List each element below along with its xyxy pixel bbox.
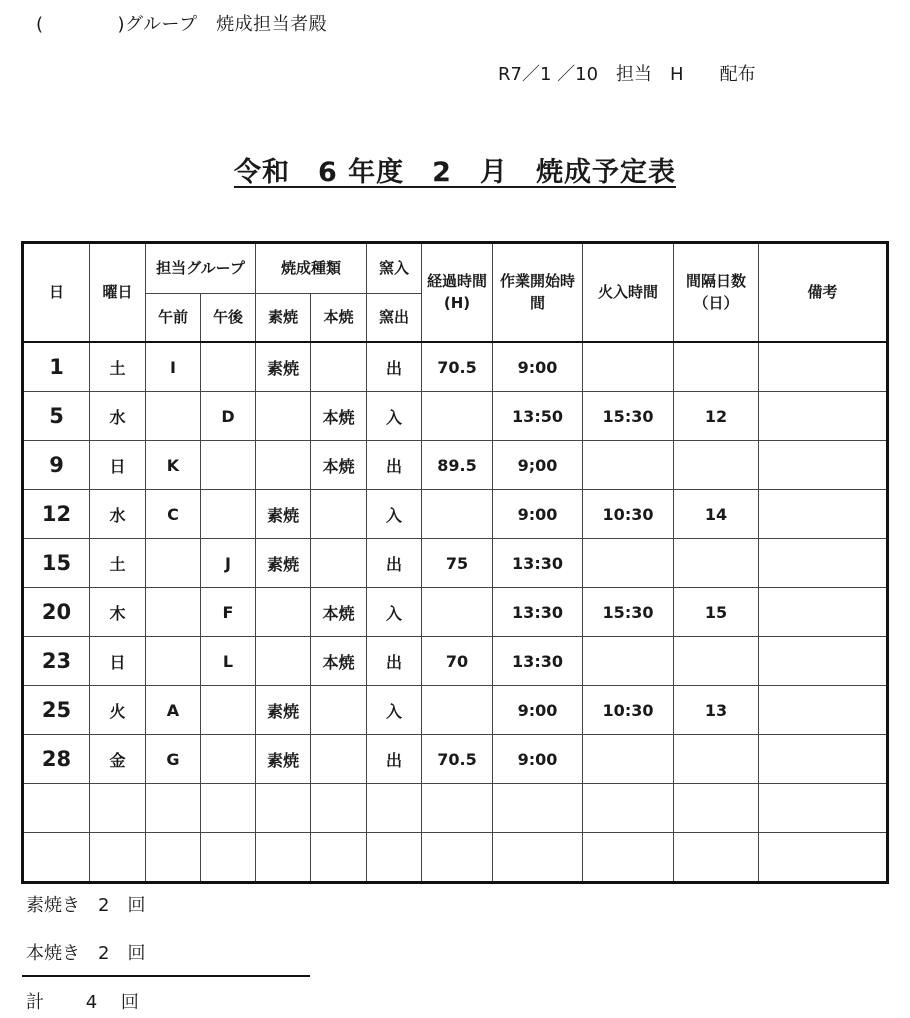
- cell-kiln: 入: [367, 588, 422, 637]
- header-interval: 間隔日数（日）: [674, 243, 759, 343]
- cell-kiln: 出: [367, 441, 422, 490]
- cell-glaze: [311, 784, 367, 833]
- cell-ignition: 15:30: [583, 392, 674, 441]
- cell-kiln: 出: [367, 637, 422, 686]
- cell-work-start: 9:00: [493, 490, 583, 539]
- cell-interval: 15: [674, 588, 759, 637]
- cell-group-am: G: [146, 735, 201, 784]
- cell-interval: [674, 637, 759, 686]
- cell-weekday: 土: [90, 342, 146, 392]
- cell-day: 23: [23, 637, 90, 686]
- cell-weekday: 日: [90, 637, 146, 686]
- cell-weekday: 日: [90, 441, 146, 490]
- cell-notes: [759, 539, 888, 588]
- header-weekday: 曜日: [90, 243, 146, 343]
- header-kiln-out: 窯出: [367, 294, 422, 343]
- cell-elapsed: [422, 833, 493, 883]
- cell-bisque: [256, 441, 311, 490]
- cell-group-pm: [201, 833, 256, 883]
- cell-weekday: 土: [90, 539, 146, 588]
- cell-bisque: 素焼: [256, 490, 311, 539]
- cell-glaze: 本焼: [311, 588, 367, 637]
- header-morning: 午前: [146, 294, 201, 343]
- cell-kiln: 入: [367, 490, 422, 539]
- table-row: [23, 784, 888, 833]
- cell-notes: [759, 490, 888, 539]
- cell-work-start: 9:00: [493, 735, 583, 784]
- cell-work-start: 9:00: [493, 342, 583, 392]
- cell-ignition: 15:30: [583, 588, 674, 637]
- cell-group-am: [146, 833, 201, 883]
- cell-elapsed: [422, 686, 493, 735]
- cell-group-pm: D: [201, 392, 256, 441]
- cell-weekday: 金: [90, 735, 146, 784]
- cell-weekday: 木: [90, 588, 146, 637]
- cell-elapsed: [422, 392, 493, 441]
- cell-group-am: [146, 588, 201, 637]
- cell-bisque: 素焼: [256, 539, 311, 588]
- cell-day: 9: [23, 441, 90, 490]
- document-title: 令和 6 年度 2 月 焼成予定表: [234, 157, 676, 188]
- cell-interval: 14: [674, 490, 759, 539]
- cell-group-am: A: [146, 686, 201, 735]
- cell-group-pm: F: [201, 588, 256, 637]
- header-firing-type: 焼成種類: [256, 243, 367, 294]
- cell-weekday: [90, 833, 146, 883]
- cell-bisque: [256, 637, 311, 686]
- cell-elapsed: 70: [422, 637, 493, 686]
- cell-kiln: 入: [367, 392, 422, 441]
- table-row: [23, 588, 888, 637]
- cell-ignition: [583, 735, 674, 784]
- cell-notes: [759, 342, 888, 392]
- cell-interval: 13: [674, 686, 759, 735]
- cell-glaze: [311, 735, 367, 784]
- cell-group-pm: J: [201, 539, 256, 588]
- table-row: [23, 490, 888, 539]
- table-row: [23, 833, 888, 883]
- cell-notes: [759, 392, 888, 441]
- cell-bisque: [256, 392, 311, 441]
- cell-ignition: 10:30: [583, 686, 674, 735]
- header-work-start: 作業開始時間: [493, 243, 583, 343]
- cell-interval: [674, 539, 759, 588]
- cell-group-pm: [201, 342, 256, 392]
- cell-kiln: 出: [367, 735, 422, 784]
- table-row: [23, 637, 888, 686]
- cell-bisque: 素焼: [256, 342, 311, 392]
- cell-glaze: [311, 342, 367, 392]
- cell-weekday: 水: [90, 490, 146, 539]
- document-title-wrapper: [0, 150, 910, 189]
- header-notes: 備考: [759, 243, 888, 343]
- cell-bisque: [256, 833, 311, 883]
- table-row: [23, 342, 888, 392]
- cell-work-start: [493, 784, 583, 833]
- cell-ignition: [583, 441, 674, 490]
- header-afternoon: 午後: [201, 294, 256, 343]
- cell-work-start: 9;00: [493, 441, 583, 490]
- cell-work-start: 13:30: [493, 637, 583, 686]
- cell-glaze: [311, 490, 367, 539]
- cell-day: 12: [23, 490, 90, 539]
- table-row: [23, 735, 888, 784]
- header-elapsed: 経過時間(H): [422, 243, 493, 343]
- cell-group-pm: [201, 490, 256, 539]
- distribution-line: R7／1 ／10 担当 H 配布: [498, 64, 756, 85]
- cell-day: 20: [23, 588, 90, 637]
- cell-glaze: 本焼: [311, 392, 367, 441]
- cell-interval: [674, 833, 759, 883]
- cell-elapsed: [422, 784, 493, 833]
- cell-group-am: C: [146, 490, 201, 539]
- cell-group-am: [146, 539, 201, 588]
- cell-work-start: 13:30: [493, 539, 583, 588]
- cell-notes: [759, 588, 888, 637]
- summary-bisque-count: 素焼き 2 回: [26, 895, 146, 916]
- cell-ignition: 10:30: [583, 490, 674, 539]
- cell-day: 5: [23, 392, 90, 441]
- cell-ignition: [583, 833, 674, 883]
- cell-group-am: [146, 784, 201, 833]
- cell-group-am: [146, 637, 201, 686]
- cell-day: 28: [23, 735, 90, 784]
- cell-weekday: [90, 784, 146, 833]
- cell-work-start: 13:30: [493, 588, 583, 637]
- cell-elapsed: [422, 490, 493, 539]
- cell-work-start: [493, 833, 583, 883]
- cell-day: 15: [23, 539, 90, 588]
- schedule-body: [23, 342, 888, 883]
- header-glaze: 本焼: [311, 294, 367, 343]
- cell-bisque: 素焼: [256, 735, 311, 784]
- cell-elapsed: 75: [422, 539, 493, 588]
- table-row: [23, 441, 888, 490]
- cell-ignition: [583, 342, 674, 392]
- header-ignition: 火入時間: [583, 243, 674, 343]
- cell-notes: [759, 686, 888, 735]
- cell-bisque: [256, 588, 311, 637]
- cell-group-pm: L: [201, 637, 256, 686]
- cell-kiln: 入: [367, 686, 422, 735]
- cell-ignition: [583, 637, 674, 686]
- cell-kiln: [367, 784, 422, 833]
- cell-notes: [759, 441, 888, 490]
- cell-glaze: [311, 686, 367, 735]
- cell-glaze: [311, 539, 367, 588]
- cell-bisque: 素焼: [256, 686, 311, 735]
- cell-group-pm: [201, 735, 256, 784]
- cell-interval: [674, 441, 759, 490]
- cell-kiln: [367, 833, 422, 883]
- cell-glaze: 本焼: [311, 441, 367, 490]
- cell-notes: [759, 784, 888, 833]
- table-row: [23, 539, 888, 588]
- summary-divider: [22, 975, 310, 977]
- cell-kiln: 出: [367, 342, 422, 392]
- cell-glaze: [311, 833, 367, 883]
- cell-day: [23, 784, 90, 833]
- addressee-line: ( )グループ 焼成担当者殿: [36, 14, 328, 35]
- header-bisque: 素焼: [256, 294, 311, 343]
- cell-group-pm: [201, 441, 256, 490]
- cell-elapsed: [422, 588, 493, 637]
- cell-group-am: I: [146, 342, 201, 392]
- cell-day: 25: [23, 686, 90, 735]
- summary-total: 計 4 回: [26, 992, 139, 1013]
- cell-group-am: [146, 392, 201, 441]
- cell-group-pm: [201, 784, 256, 833]
- cell-interval: [674, 784, 759, 833]
- cell-kiln: 出: [367, 539, 422, 588]
- cell-day: [23, 833, 90, 883]
- header-day: 日: [23, 243, 90, 343]
- cell-bisque: [256, 784, 311, 833]
- cell-work-start: 13:50: [493, 392, 583, 441]
- cell-weekday: 水: [90, 392, 146, 441]
- cell-elapsed: 70.5: [422, 735, 493, 784]
- cell-elapsed: 70.5: [422, 342, 493, 392]
- cell-interval: [674, 735, 759, 784]
- table-row: [23, 392, 888, 441]
- summary-glaze-count: 本焼き 2 回: [26, 943, 146, 964]
- cell-interval: [674, 342, 759, 392]
- cell-weekday: 火: [90, 686, 146, 735]
- header-kiln-in: 窯入: [367, 243, 422, 294]
- cell-notes: [759, 735, 888, 784]
- cell-work-start: 9:00: [493, 686, 583, 735]
- cell-notes: [759, 833, 888, 883]
- cell-interval: 12: [674, 392, 759, 441]
- cell-ignition: [583, 539, 674, 588]
- cell-elapsed: 89.5: [422, 441, 493, 490]
- cell-ignition: [583, 784, 674, 833]
- cell-day: 1: [23, 342, 90, 392]
- firing-schedule-table: [21, 241, 889, 884]
- cell-notes: [759, 637, 888, 686]
- header-group: 担当グループ: [146, 243, 256, 294]
- cell-group-pm: [201, 686, 256, 735]
- cell-glaze: 本焼: [311, 637, 367, 686]
- cell-group-am: K: [146, 441, 201, 490]
- table-row: [23, 686, 888, 735]
